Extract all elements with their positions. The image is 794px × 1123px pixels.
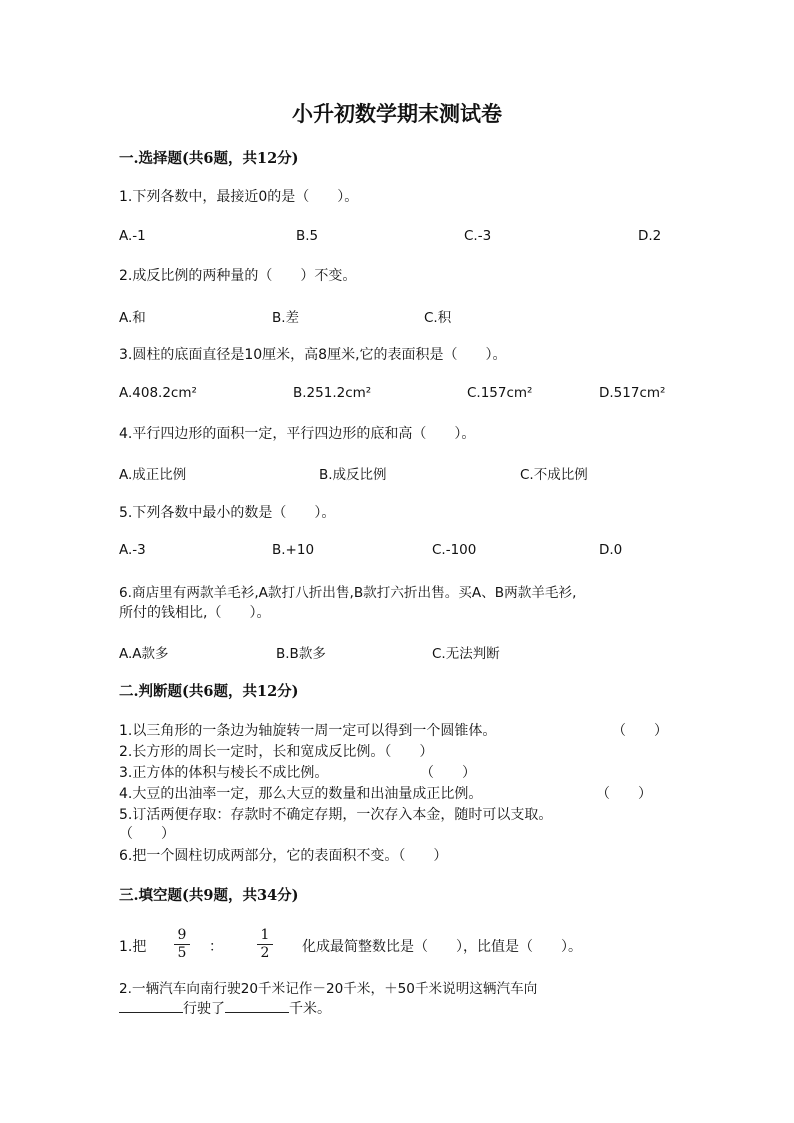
option: B.251.2cm² bbox=[293, 385, 372, 401]
fraction-numerator: 1 bbox=[260, 927, 270, 943]
judge-item: 6.把一个圆柱切成两部分，它的表面积不变。（ ） bbox=[119, 848, 448, 864]
judge-item: 5.订活两便存取：存款时不确定存期，一次存入本金，随时可以支取。 bbox=[119, 807, 553, 823]
option: A.-3 bbox=[119, 542, 146, 558]
option: A.成正比例 bbox=[119, 467, 187, 483]
option: C.积 bbox=[424, 310, 452, 326]
fraction-denominator: 2 bbox=[260, 945, 270, 961]
judge-answer-paren: （ ） bbox=[596, 786, 652, 802]
option: B.5 bbox=[296, 228, 319, 244]
fraction-denominator: 5 bbox=[177, 945, 187, 961]
option: D.2 bbox=[638, 228, 662, 244]
question-text: 5.下列各数中最小的数是（ ）。 bbox=[119, 505, 336, 521]
ratio-colon: ： bbox=[209, 939, 223, 955]
fill-text: 行驶了 bbox=[183, 1001, 225, 1017]
option: A.A款多 bbox=[119, 646, 169, 662]
fill-question-line2 bbox=[119, 998, 331, 1018]
option: A.和 bbox=[119, 310, 146, 326]
section-heading-judge: 二.判断题(共6题，共12分) bbox=[119, 683, 299, 700]
fill-question-prefix: 1.把 bbox=[119, 939, 147, 955]
option: B.差 bbox=[272, 310, 300, 326]
judge-item: 1.以三角形的一条边为轴旋转一周一定可以得到一个圆锥体。 bbox=[119, 723, 497, 739]
judge-answer-paren: （ ） bbox=[420, 765, 476, 781]
option: A.-1 bbox=[119, 228, 146, 244]
option: D.517cm² bbox=[599, 385, 666, 401]
question-text: 6.商店里有两款羊毛衫,A款打八折出售,B款打六折出售。买A、B两款羊毛衫, bbox=[119, 585, 577, 601]
option: B.成反比例 bbox=[319, 467, 387, 483]
fraction bbox=[257, 928, 273, 961]
page-title: 小升初数学期末测试卷 bbox=[292, 101, 502, 126]
question-text: 4.平行四边形的面积一定，平行四边形的底和高（ ）。 bbox=[119, 426, 476, 442]
question-text-continued: 所付的钱相比,（ ）。 bbox=[119, 605, 271, 621]
option: C.无法判断 bbox=[432, 646, 500, 662]
fill-question-suffix: 化成最简整数比是（ ），比值是（ ）。 bbox=[302, 939, 582, 955]
fill-text: 千米。 bbox=[289, 1001, 331, 1017]
option: A.408.2cm² bbox=[119, 385, 197, 401]
section-heading-fill: 三.填空题(共9题，共34分) bbox=[119, 887, 299, 904]
section-heading-choice: 一.选择题(共6题，共12分) bbox=[119, 150, 299, 167]
question-text: 1.下列各数中，最接近0的是（ ）。 bbox=[119, 189, 359, 205]
judge-answer-paren: （ ） bbox=[612, 723, 668, 739]
option: C.157cm² bbox=[467, 385, 533, 401]
option: B.B款多 bbox=[276, 646, 326, 662]
judge-item: 2.长方形的周长一定时，长和宽成反比例。（ ） bbox=[119, 744, 434, 760]
option: B.+10 bbox=[272, 542, 315, 558]
fraction bbox=[174, 928, 190, 961]
fraction-numerator: 9 bbox=[177, 927, 187, 943]
option: C.不成比例 bbox=[520, 467, 588, 483]
judge-item: 4.大豆的出油率一定，那么大豆的数量和出油量成正比例。 bbox=[119, 786, 483, 802]
fill-question-text: 2.一辆汽车向南行驶20千米记作－20千米，＋50千米说明这辆汽车向 bbox=[119, 981, 538, 997]
answer-blank[interactable] bbox=[225, 998, 289, 1013]
option: C.-100 bbox=[432, 542, 477, 558]
option: C.-3 bbox=[464, 228, 492, 244]
question-text: 3.圆柱的底面直径是10厘米，高8厘米,它的表面积是（ ）。 bbox=[119, 347, 507, 363]
judge-answer-paren: （ ） bbox=[119, 826, 175, 842]
option: D.0 bbox=[599, 542, 623, 558]
question-text: 2.成反比例的两种量的（ ）不变。 bbox=[119, 268, 357, 284]
answer-blank[interactable] bbox=[119, 998, 183, 1013]
judge-item: 3.正方体的体积与棱长不成比例。 bbox=[119, 765, 329, 781]
